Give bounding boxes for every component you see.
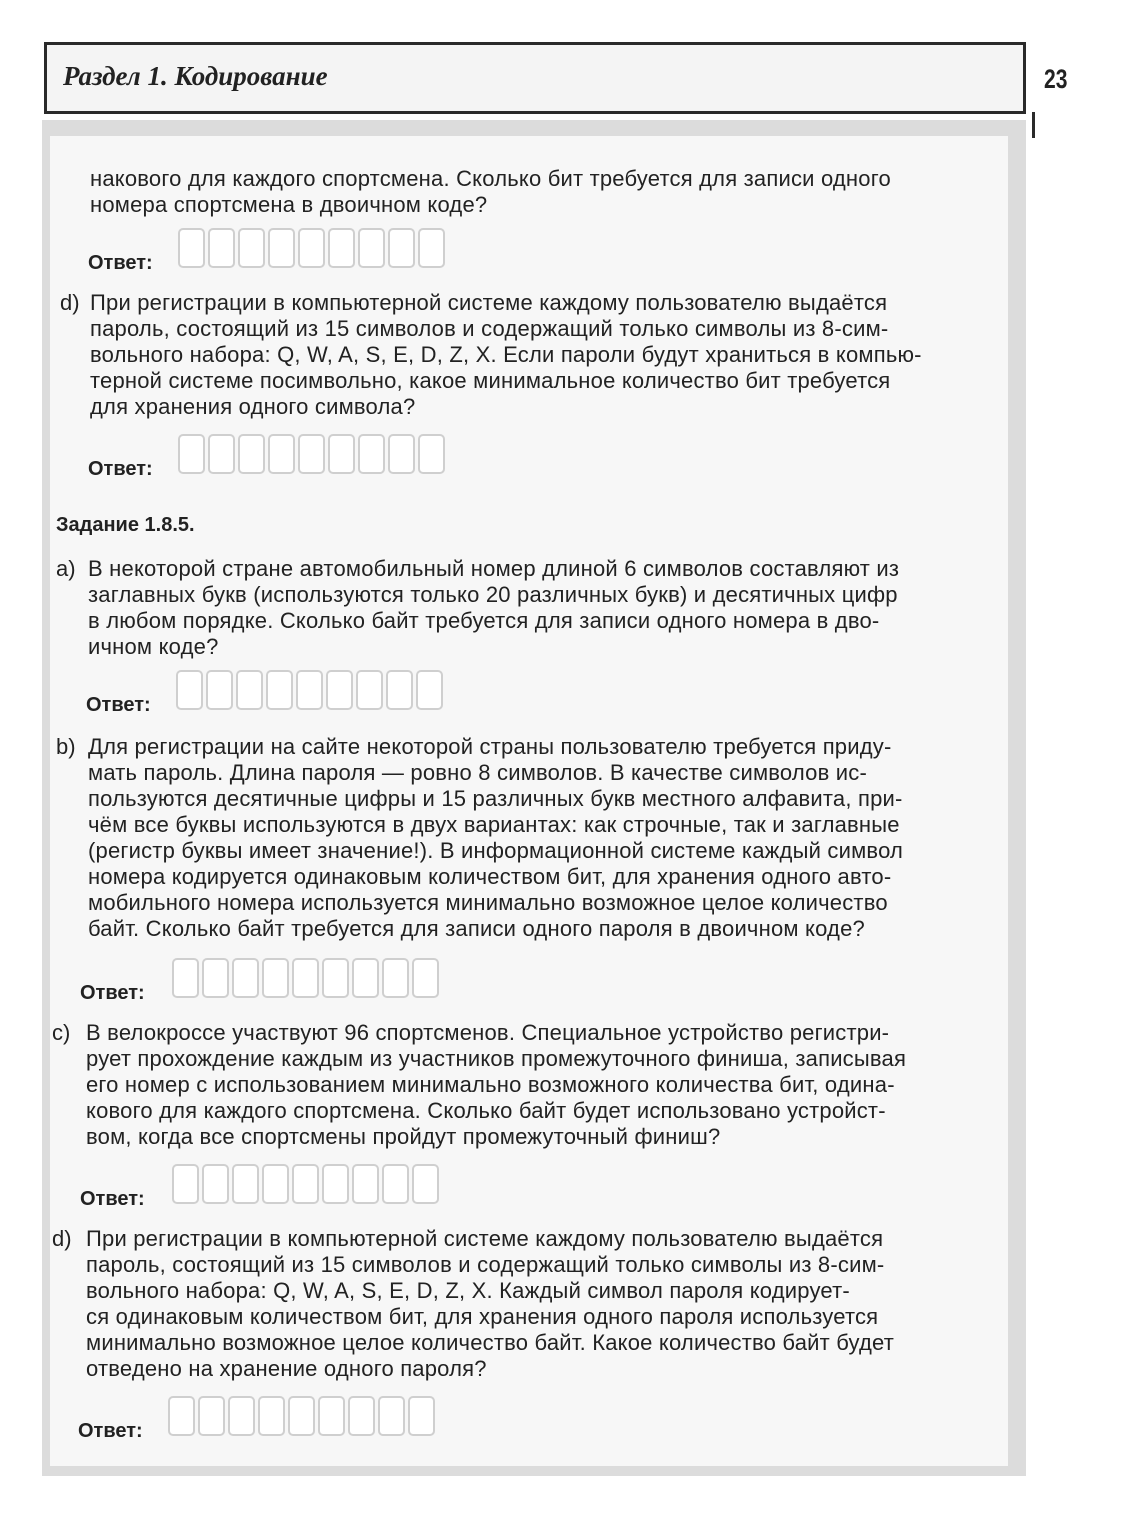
answer-cell[interactable] [382,1164,409,1204]
task-b-line-4: чём все буквы используются в двух вариантах: как строчные, так и заглавные [88,812,900,837]
answer-cell[interactable] [232,958,259,998]
answer-boxes[interactable] [178,228,445,268]
answer-cell[interactable] [238,228,265,268]
answer-cell[interactable] [418,434,445,474]
task-c-line-4: кового для каждого спортсмена. Сколько байт будет использовано устройст- [86,1098,886,1123]
answer-boxes[interactable] [178,434,445,474]
answer-label: Ответ: [86,694,151,716]
task-c-line-3: его номер с использованием минимально возможного количества бит, одина- [86,1072,895,1097]
answer-cell[interactable] [268,228,295,268]
answer-cell[interactable] [178,228,205,268]
item-label: b) [56,734,76,759]
answer-cell[interactable] [322,1164,349,1204]
page-number: 23 [1044,64,1068,94]
answer-cell[interactable] [328,228,355,268]
task-a-line-4: ичном коде? [88,634,219,659]
task-d-line-6: отведено на хранение одного пароля? [86,1356,487,1381]
answer-cell[interactable] [298,434,325,474]
answer-cell[interactable] [296,670,323,710]
answer-cell[interactable] [228,1396,255,1436]
answer-cell[interactable] [388,434,415,474]
answer-cell[interactable] [202,1164,229,1204]
task-c-line-5: вом, когда все спортсмены пройдут промежуточный финиш? [86,1124,721,1149]
answer-cell[interactable] [378,1396,405,1436]
task-b-line-3: пользуются десятичные цифры и 15 различных букв местного алфавита, при- [88,786,903,811]
answer-cell[interactable] [288,1396,315,1436]
answer-boxes[interactable] [168,1396,435,1436]
answer-cell[interactable] [358,434,385,474]
answer-cell[interactable] [208,228,235,268]
prev-d-line-2: пароль, состоящий из 15 символов и содержащий только символы из 8-сим- [90,316,889,341]
prev-d-line-3: вольного набора: Q, W, A, S, E, D, Z, X. Если пароли будут храниться в компью- [90,342,922,367]
task-d-line-3: вольного набора: Q, W, A, S, E, D, Z, X. Каждый символ пароля кодирует- [86,1278,850,1303]
answer-cell[interactable] [236,670,263,710]
answer-cell[interactable] [416,670,443,710]
answer-cell[interactable] [202,958,229,998]
task-d-line-1: При регистрации в компьютерной системе каждому пользователю выдаётся [86,1226,884,1251]
task-d-line-4: ся одинаковым количеством бит, для хранения одного пароля используется [86,1304,879,1329]
answer-cell[interactable] [262,958,289,998]
prev-c-line-2: номера спортсмена в двоичном коде? [90,192,488,217]
answer-boxes[interactable] [172,958,439,998]
answer-cell[interactable] [176,670,203,710]
answer-cell[interactable] [292,958,319,998]
answer-cell[interactable] [388,228,415,268]
answer-label: Ответ: [88,458,153,480]
answer-cell[interactable] [292,1164,319,1204]
answer-cell[interactable] [168,1396,195,1436]
task-a-line-2: заглавных букв (используются только 20 различных букв) и десятичных цифр [88,582,898,607]
task-b-line-2: мать пароль. Длина пароля — ровно 8 символов. В качестве символов ис- [88,760,868,785]
prev-d-line-1: При регистрации в компьютерной системе каждому пользователю выдаётся [90,290,888,315]
answer-cell[interactable] [266,670,293,710]
answer-cell[interactable] [418,228,445,268]
header-divider [1026,112,1035,138]
task-d-line-5: минимально возможное целое количество байт. Какое количество байт будет [86,1330,895,1355]
task-c-line-2: рует прохождение каждым из участников промежуточного финиша, записывая [86,1046,907,1071]
item-label: a) [56,556,76,581]
answer-cell[interactable] [348,1396,375,1436]
answer-cell[interactable] [172,1164,199,1204]
answer-cell[interactable] [238,434,265,474]
answer-cell[interactable] [268,434,295,474]
task-b-line-6: номера кодируется одинаковым количеством бит, для хранения одного авто- [88,864,892,889]
item-label: d) [60,290,80,315]
answer-cell[interactable] [412,1164,439,1204]
task-title: Задание 1.8.5. [56,514,195,536]
prev-d-line-5: для хранения одного символа? [90,394,416,419]
answer-cell[interactable] [328,434,355,474]
task-b-line-1: Для регистрации на сайте некоторой страны пользователю требуется приду- [88,734,892,759]
answer-label: Ответ: [80,1188,145,1210]
answer-cell[interactable] [356,670,383,710]
answer-cell[interactable] [258,1396,285,1436]
task-a-line-3: в любом порядке. Сколько байт требуется для записи одного номера в дво- [88,608,880,633]
task-a-line-1: В некоторой стране автомобильный номер длиной 6 символов составляют из [88,556,900,581]
answer-cell[interactable] [178,434,205,474]
answer-cell[interactable] [198,1396,225,1436]
answer-cell[interactable] [262,1164,289,1204]
item-label: d) [52,1226,72,1251]
answer-cell[interactable] [408,1396,435,1436]
answer-cell[interactable] [322,958,349,998]
answer-boxes[interactable] [172,1164,439,1204]
prev-d-line-4: терной системе посимвольно, какое минимальное количество бит требуется [90,368,891,393]
answer-label: Ответ: [78,1420,143,1442]
section-title: Раздел 1. Кодирование [63,61,328,91]
answer-cell[interactable] [358,228,385,268]
answer-cell[interactable] [412,958,439,998]
task-c-line-1: В велокроссе участвуют 96 спортсменов. Специальное устройство регистри- [86,1020,890,1045]
answer-label: Ответ: [88,252,153,274]
task-b-line-5: (регистр буквы имеет значение!). В информационной системе каждый символ [88,838,904,863]
task-d-line-2: пароль, состоящий из 15 символов и содержащий только символы из 8-сим- [86,1252,885,1277]
answer-cell[interactable] [326,670,353,710]
section-header [44,42,1026,114]
answer-boxes[interactable] [176,670,443,710]
prev-c-line-1: накового для каждого спортсмена. Сколько бит требуется для записи одного [90,166,891,191]
answer-cell[interactable] [382,958,409,998]
answer-cell[interactable] [232,1164,259,1204]
answer-cell[interactable] [298,228,325,268]
answer-cell[interactable] [206,670,233,710]
task-b-line-7: мобильного номера используется минимально возможное целое количество [88,890,888,915]
answer-cell[interactable] [386,670,413,710]
item-label: c) [52,1020,71,1045]
task-b-line-8: байт. Сколько байт требуется для записи одного пароля в двоичном коде? [88,916,865,941]
answer-label: Ответ: [80,982,145,1004]
answer-cell[interactable] [208,434,235,474]
answer-cell[interactable] [318,1396,345,1436]
answer-cell[interactable] [352,1164,379,1204]
answer-cell[interactable] [172,958,199,998]
answer-cell[interactable] [352,958,379,998]
